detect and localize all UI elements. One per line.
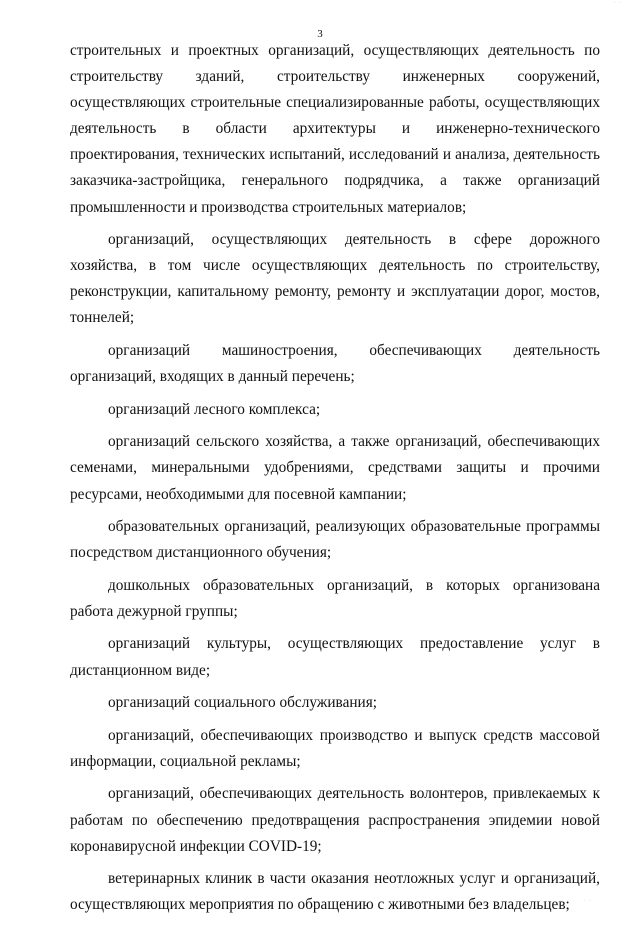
paragraph-agriculture: организаций сельского хозяйства, а также организаций, обеспечивающих семенами, минеральными удобрениями, средствами защиты и прочими ресурсами, необходимыми для посевной кампании; — [70, 433, 600, 503]
paragraph-preschool: дошкольных образовательных организаций, в которых организована работа дежурной группы; — [70, 576, 600, 620]
page-number: 3 — [317, 28, 323, 40]
paragraph-mass-media: организаций, обеспечивающих производство и выпуск средств массовой информации, социальной рекламы; — [70, 726, 600, 770]
paragraph-forestry: организаций лесного комплекса; — [108, 400, 321, 418]
scan-artifact-top: · · — [613, 0, 622, 6]
paragraph-volunteers: организаций, обеспечивающих деятельность волонтеров, привлекаемых к работам по обеспечению предотвращения распространения эпидемии новой коронавирусной инфекции COVID-19; — [70, 785, 600, 855]
paragraph-road-organizations: организаций, осуществляющих деятельность в сфере дорожного хозяйства, в том числе осуществляющих деятельность по строительству, реконструкции, капитальному ремонту, ремонту и эксплуатации дорог, мостов, тоннелей; — [70, 231, 600, 327]
paragraph-machine-building: организаций машиностроения, обеспечивающих деятельность организаций, входящих в данный перечень; — [70, 342, 600, 386]
paragraph-distance-education: образовательных организаций, реализующих образовательные программы посредством дистанционного обучения; — [70, 518, 600, 562]
paragraph-veterinary: ветеринарных клиник в части оказания неотложных услуг и организаций, осуществляющих мероприятия по обращению с животными без владельцев; — [70, 870, 600, 914]
paragraph-construction-organizations: строительных и проектных организаций, осуществляющих деятельность по строительству зданий, строительству инженерных сооружений, осуществляющих строительные специализированные работы, осуществляющих деятельность в области архитектуры и инженерно-технического проектирования, технических испытаний, исследований и анализа, деятельность заказчика-застройщика, генерального подрядчика, а также организаций промышленности и производства строительных материалов; — [70, 42, 600, 216]
document-body — [70, 38, 600, 925]
paragraph-culture: организаций культуры, осуществляющих предоставление услуг в дистанционном виде; — [70, 635, 600, 679]
paragraph-social-services: организаций социального обслуживания; — [108, 694, 378, 712]
scan-artifact-bottom: · · — [583, 898, 592, 904]
